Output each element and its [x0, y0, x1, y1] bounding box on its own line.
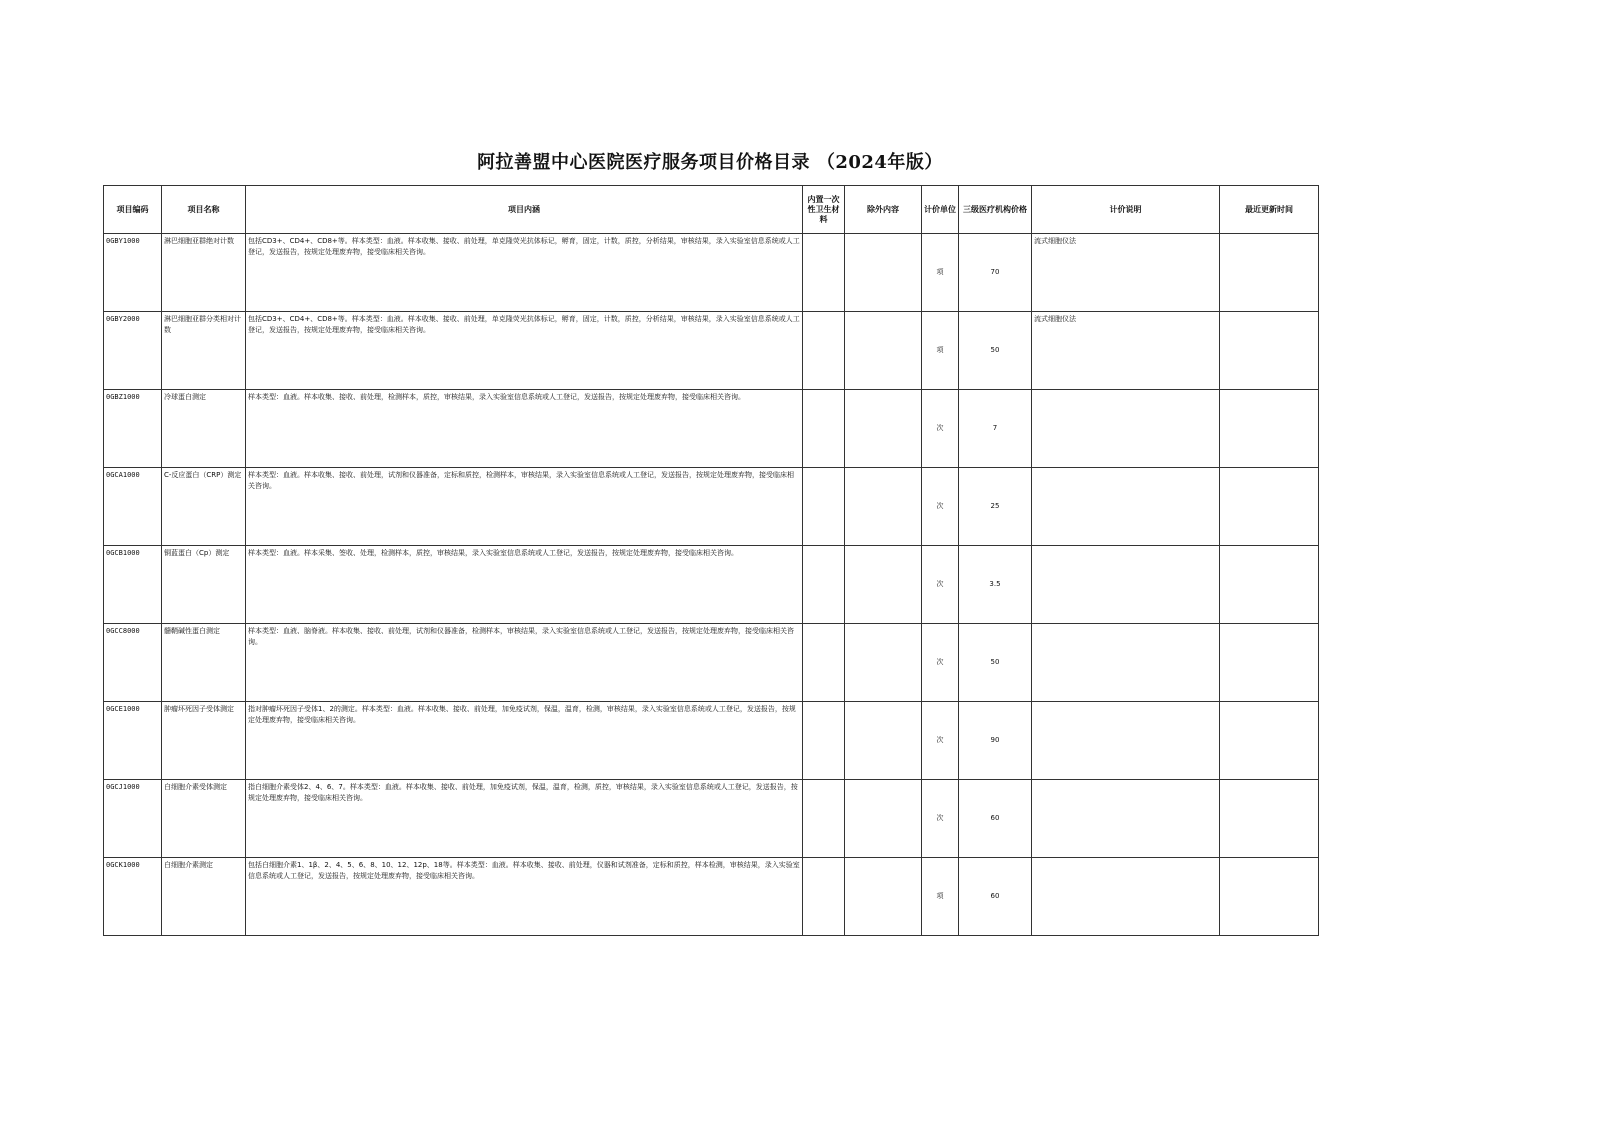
item-code: 0GBY1000 — [104, 234, 162, 312]
item-note — [1032, 468, 1220, 546]
item-content: 样本类型：血液。样本收集、接收、前处理，检测样本，质控，审核结果，录入实验室信息系统或人工登记，发送报告，按规定处理废弃物，接受临床相关咨询。 — [246, 390, 803, 468]
item-excluded — [845, 312, 922, 390]
item-name: 冷球蛋白测定 — [162, 390, 246, 468]
item-name: 淋巴细胞亚群绝对计数 — [162, 234, 246, 312]
item-updated — [1220, 312, 1319, 390]
item-material — [803, 546, 845, 624]
item-unit: 次 — [922, 624, 959, 702]
item-unit: 次 — [922, 546, 959, 624]
item-unit: 项 — [922, 858, 959, 936]
item-unit: 次 — [922, 390, 959, 468]
table-row — [104, 546, 1319, 624]
column-header: 计价说明 — [1032, 186, 1220, 234]
item-price: 90 — [959, 702, 1032, 780]
item-code: 0GCC8000 — [104, 624, 162, 702]
item-updated — [1220, 780, 1319, 858]
item-material — [803, 390, 845, 468]
item-name: 髓鞘碱性蛋白测定 — [162, 624, 246, 702]
item-code: 0GCE1000 — [104, 702, 162, 780]
item-note — [1032, 546, 1220, 624]
item-excluded — [845, 780, 922, 858]
item-price: 50 — [959, 624, 1032, 702]
item-content: 样本类型：血液。样本收集、接收、前处理，试剂和仪器准备，定标和质控，检测样本，审核结果，录入实验室信息系统或人工登记，发送报告，按规定处理废弃物，接受临床相关咨询。 — [246, 468, 803, 546]
item-content: 包括白细胞介素1、1β、2、4、5、6、8、10、12、12p、18等。样本类型：血液。样本收集、接收、前处理，仪器和试剂准备，定标和质控，样本检测，审核结果，录入实验室信息系统或人工登记，发送报告，按规定处理废弃物，接受临床相关咨询。 — [246, 858, 803, 936]
item-unit: 次 — [922, 780, 959, 858]
column-header: 内置一次性卫生材料 — [803, 186, 845, 234]
item-content: 样本类型：血液。样本采集、签收、处理，检测样本，质控，审核结果，录入实验室信息系统或人工登记，发送报告，按规定处理废弃物，接受临床相关咨询。 — [246, 546, 803, 624]
item-unit: 次 — [922, 468, 959, 546]
item-unit: 项 — [922, 234, 959, 312]
item-content: 包括CD3+、CD4+、CD8+等。样本类型：血液。样本收集、接收、前处理，单克隆荧光抗体标记，孵育，固定，计数，质控，分析结果，审核结果，录入实验室信息系统或人工登记，发送报告，按规定处理废弃物，接受临床相关咨询。 — [246, 312, 803, 390]
item-updated — [1220, 234, 1319, 312]
item-price: 3.5 — [959, 546, 1032, 624]
item-content: 指对肿瘤坏死因子受体1、2的测定。样本类型：血液。样本收集、接收、前处理，加免疫试剂，保温，温育，检测，审核结果，录入实验室信息系统或人工登记，发送报告，按规定处理废弃物，接受临床相关咨询。 — [246, 702, 803, 780]
item-excluded — [845, 234, 922, 312]
item-price: 60 — [959, 858, 1032, 936]
item-note — [1032, 702, 1220, 780]
table-row — [104, 390, 1319, 468]
item-content: 样本类型：血液、脑脊液。样本收集、接收、前处理，试剂和仪器准备，检测样本，审核结果，录入实验室信息系统或人工登记，发送报告，按规定处理废弃物，接受临床相关咨询。 — [246, 624, 803, 702]
item-material — [803, 468, 845, 546]
item-note — [1032, 780, 1220, 858]
table-row — [104, 234, 1319, 312]
item-unit: 次 — [922, 702, 959, 780]
item-code: 0GCK1000 — [104, 858, 162, 936]
column-header: 项目内涵 — [246, 186, 803, 234]
column-header: 计价单位 — [922, 186, 959, 234]
item-material — [803, 780, 845, 858]
item-material — [803, 702, 845, 780]
item-price: 60 — [959, 780, 1032, 858]
item-price: 50 — [959, 312, 1032, 390]
column-header: 最近更新时间 — [1220, 186, 1319, 234]
item-code: 0GBZ1000 — [104, 390, 162, 468]
item-material — [803, 858, 845, 936]
item-note — [1032, 624, 1220, 702]
item-content: 指白细胞介素受体2、4、6、7。样本类型：血液。样本收集、接收、前处理，加免疫试剂，保温，温育，检测，质控，审核结果，录入实验室信息系统或人工登记，发送报告，按规定处理废弃物，接受临床相关咨询。 — [246, 780, 803, 858]
item-note: 流式细胞仪法 — [1032, 234, 1220, 312]
item-code: 0GCB1000 — [104, 546, 162, 624]
item-content: 包括CD3+、CD4+、CD8+等。样本类型：血液。样本收集、接收、前处理，单克隆荧光抗体标记，孵育，固定，计数，质控，分析结果，审核结果，录入实验室信息系统或人工登记，发送报告，按规定处理废弃物，接受临床相关咨询。 — [246, 234, 803, 312]
item-name: C-反应蛋白（CRP）测定 — [162, 468, 246, 546]
column-header: 三级医疗机构价格 — [959, 186, 1032, 234]
item-excluded — [845, 858, 922, 936]
table-row — [104, 780, 1319, 858]
item-name: 铜蓝蛋白（Cp）测定 — [162, 546, 246, 624]
item-material — [803, 312, 845, 390]
item-excluded — [845, 546, 922, 624]
table-header-row — [104, 186, 1319, 234]
item-material — [803, 234, 845, 312]
item-updated — [1220, 624, 1319, 702]
table-row — [104, 858, 1319, 936]
item-excluded — [845, 702, 922, 780]
item-unit: 项 — [922, 312, 959, 390]
item-updated — [1220, 702, 1319, 780]
item-updated — [1220, 858, 1319, 936]
column-header: 项目名称 — [162, 186, 246, 234]
item-material — [803, 624, 845, 702]
item-price: 70 — [959, 234, 1032, 312]
table-row — [104, 468, 1319, 546]
column-header: 除外内容 — [845, 186, 922, 234]
page-title: 阿拉善盟中心医院医疗服务项目价格目录 （2024年版） — [477, 152, 943, 173]
item-code: 0GBY2000 — [104, 312, 162, 390]
item-name: 白细胞介素测定 — [162, 858, 246, 936]
column-header: 项目编码 — [104, 186, 162, 234]
item-updated — [1220, 468, 1319, 546]
item-price: 7 — [959, 390, 1032, 468]
item-updated — [1220, 546, 1319, 624]
item-excluded — [845, 468, 922, 546]
item-code: 0GCJ1000 — [104, 780, 162, 858]
item-code: 0GCA1000 — [104, 468, 162, 546]
item-excluded — [845, 624, 922, 702]
item-price: 25 — [959, 468, 1032, 546]
table-row — [104, 312, 1319, 390]
item-note: 流式细胞仪法 — [1032, 312, 1220, 390]
price-catalog-table — [103, 185, 1319, 936]
item-name: 白细胞介素受体测定 — [162, 780, 246, 858]
table-row — [104, 702, 1319, 780]
item-note — [1032, 390, 1220, 468]
item-excluded — [845, 390, 922, 468]
item-name: 淋巴细胞亚群分类相对计数 — [162, 312, 246, 390]
table-row — [104, 624, 1319, 702]
item-name: 肿瘤坏死因子受体测定 — [162, 702, 246, 780]
item-updated — [1220, 390, 1319, 468]
item-note — [1032, 858, 1220, 936]
